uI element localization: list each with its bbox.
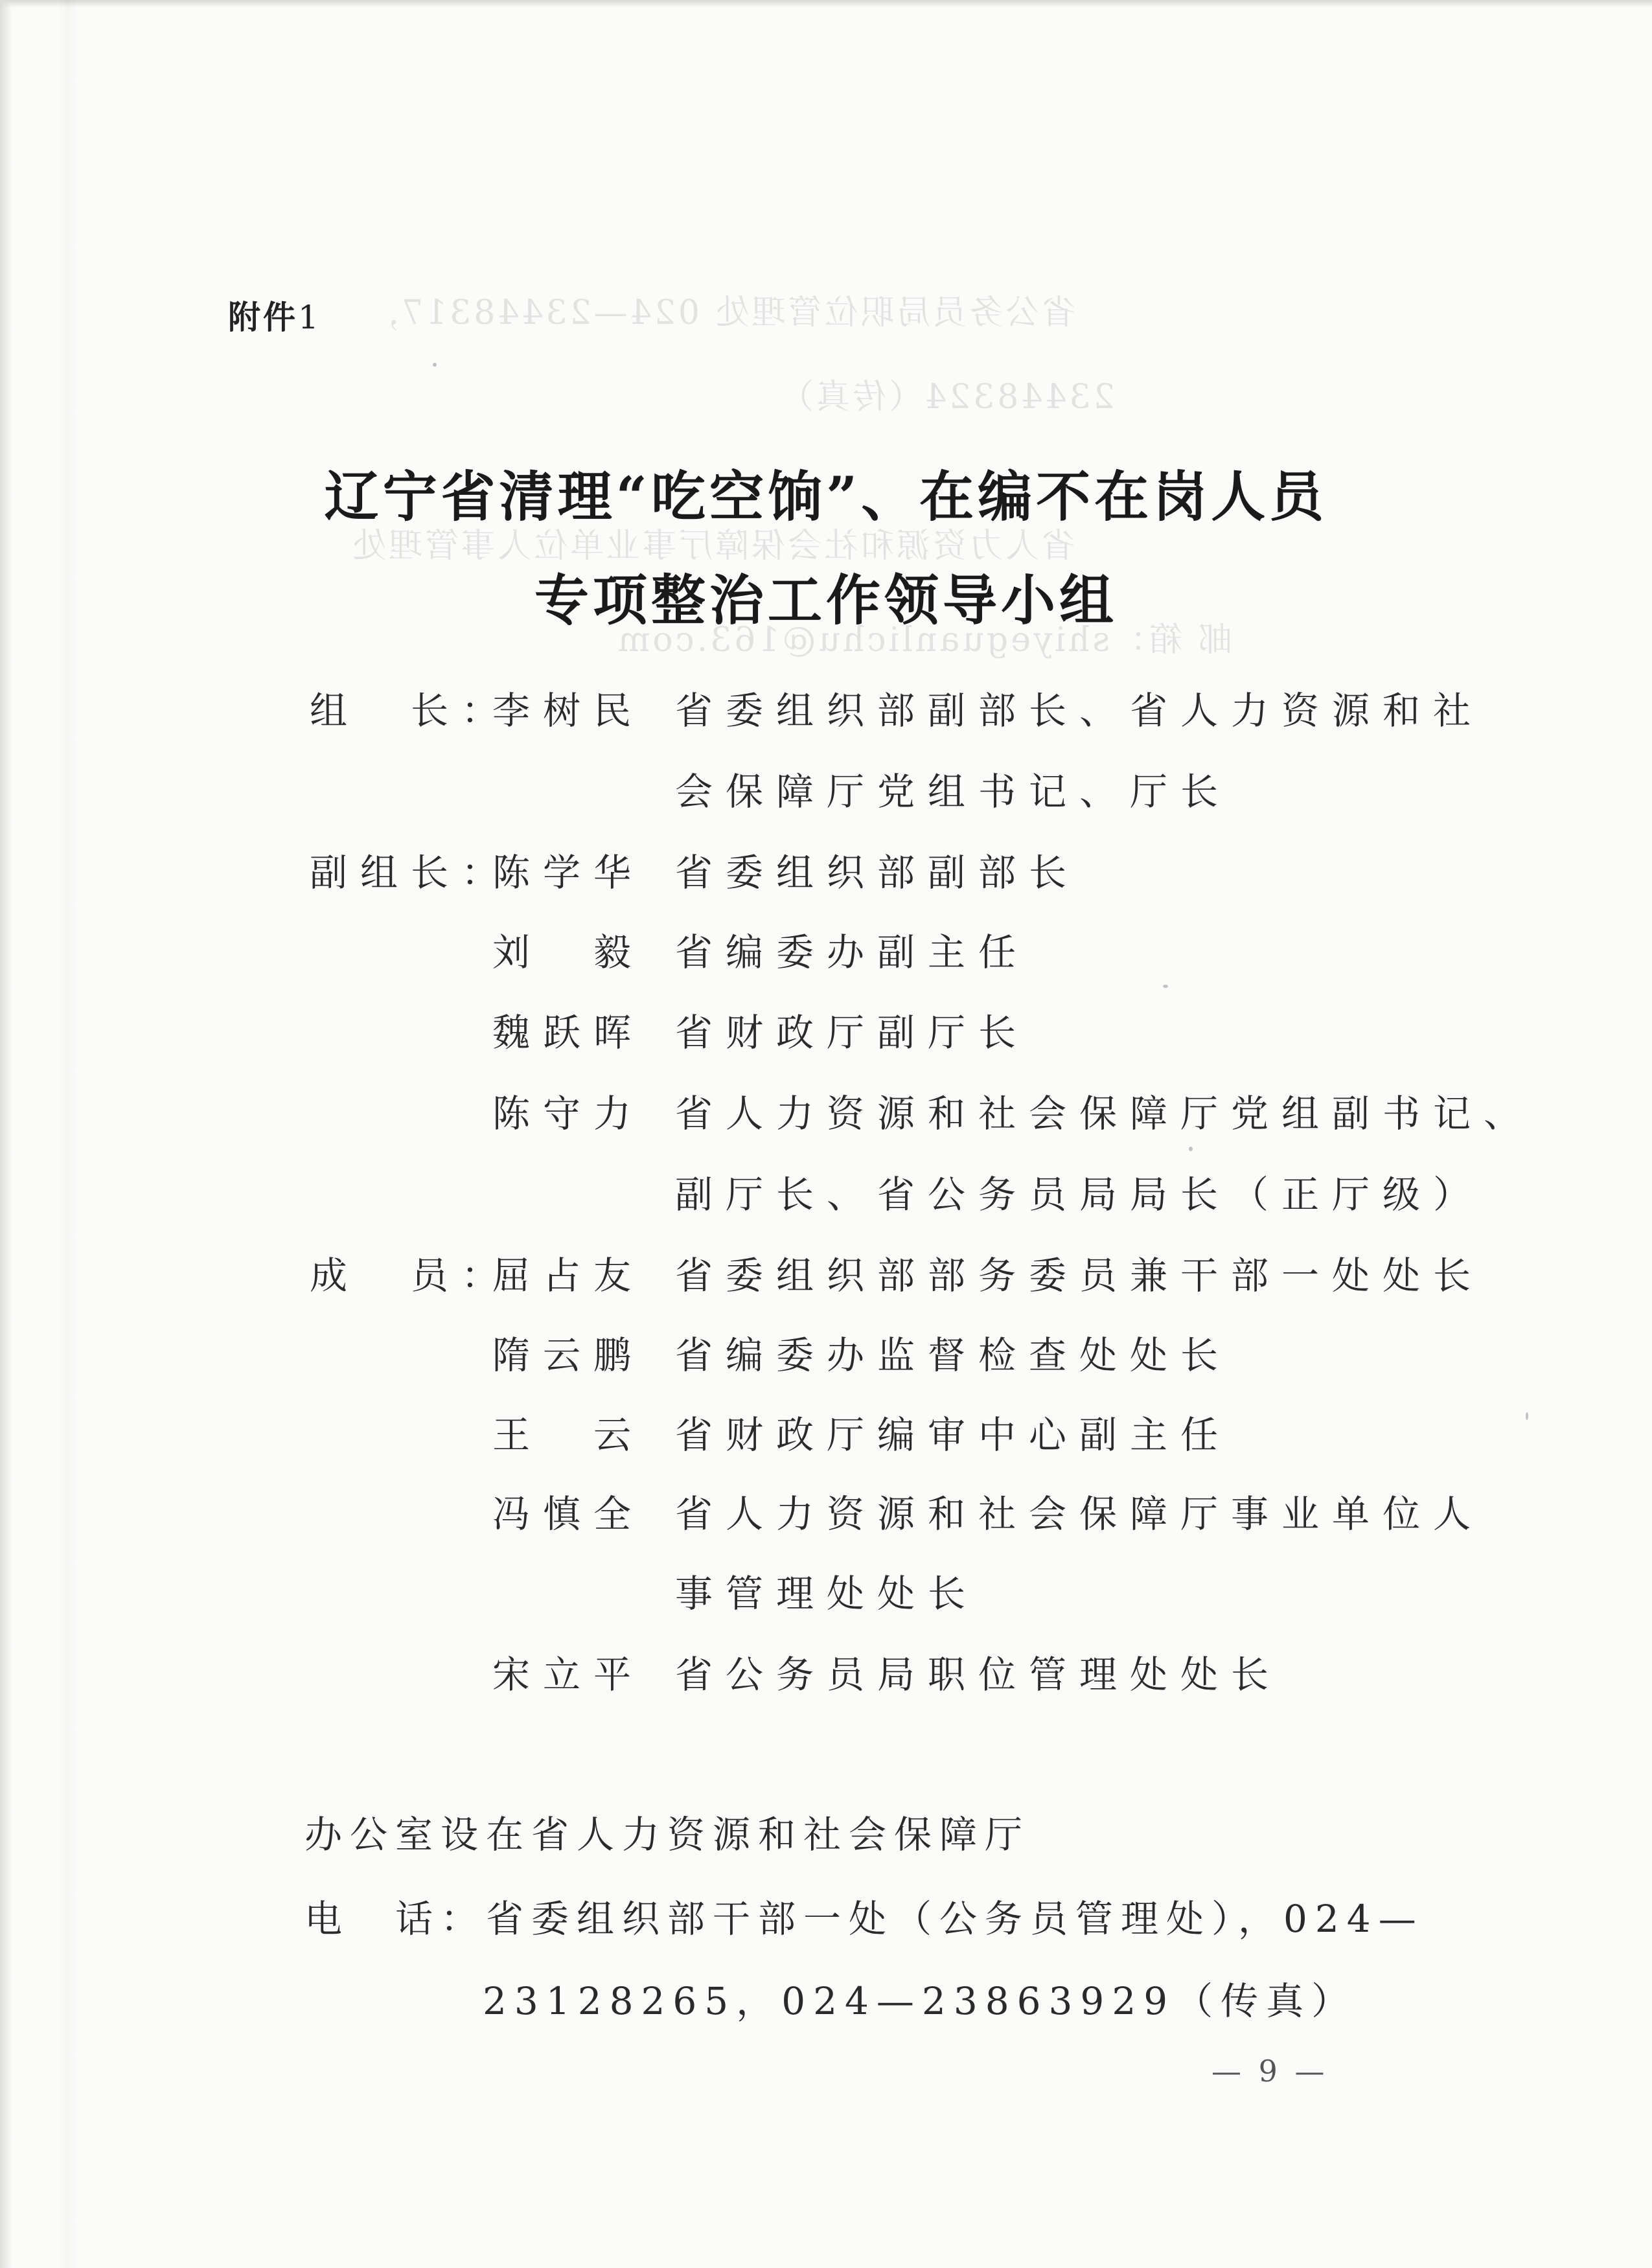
document-title-line-1: 辽宁省清理“吃空饷”、在编不在岗人员 [324,464,1328,529]
scan-speck [1163,985,1168,988]
attachment-word: 附件 [228,299,298,336]
phone-line-1: 电 话：省委组织部干部一处（公务员管理处），024— [304,1897,1424,1941]
member-title-line: 省委组织部部务委员兼干部一处处长 [675,1254,1484,1298]
member-name: 李树民 [492,689,645,733]
member-name: 王 云 [492,1413,645,1457]
member-title-line: 事管理处处长 [675,1572,979,1616]
document-title-line-2: 专项整治工作领导小组 [534,568,1118,632]
bleed-through-3: 省人力资源和社会保障厅事业单位人事管理处 [350,527,1076,566]
member-name: 陈学华 [492,851,645,895]
member-name: 陈守力 [492,1092,645,1136]
member-title-line: 省编委办副主任 [675,930,1029,974]
member-title-line: 省公务员局职位管理处处长 [675,1653,1282,1697]
member-title-line: 副厅长、省公务员局局长（正厅级） [675,1173,1484,1217]
bleed-through-1: 省公务员局职位管理处 024—23448317， [363,293,1076,332]
member-title-line: 省委组织部副部长 [675,851,1080,895]
member-name: 宋立平 [492,1653,645,1697]
scan-speck [1526,1412,1528,1420]
member-title-line: 省人力资源和社会保障厅事业单位人 [675,1492,1484,1536]
member-title-line: 省编委办监督检查处处长 [675,1333,1232,1377]
member-name: 隋云鹏 [492,1333,645,1377]
scan-speck [433,363,437,367]
scan-edge-left [0,0,12,2268]
member-name: 冯慎全 [492,1492,645,1536]
bleed-through-2: 23448324（传真） [777,378,1115,417]
member-name: 刘 毅 [492,930,645,974]
page-number: — 9 — [1211,2054,1329,2089]
phone-line-2: 23128265，024—23863929（传真） [483,1979,1357,2023]
scan-speck [1189,1147,1193,1151]
attachment-number: 1 [298,299,321,336]
member-title-line: 省财政厅编审中心副主任 [675,1413,1232,1457]
paper-fold [58,0,78,2268]
member-name: 屈占友 [492,1254,645,1298]
member-title-line: 会保障厅党组书记、厅长 [675,770,1232,814]
attachment-label [228,292,321,338]
scan-edge-top [0,0,1652,8]
member-name: 魏跃晖 [492,1011,645,1055]
member-title-line: 省委组织部副部长、省人力资源和社 [675,689,1484,733]
role-deputy-leader: 副组长： [310,851,512,895]
role-members: 成 员： [310,1254,512,1298]
member-title-line: 省财政厅副厅长 [675,1011,1029,1055]
member-title-line: 省人力资源和社会保障厅党组副书记、 [675,1092,1535,1136]
role-leader: 组 长： [310,689,512,733]
office-location: 办公室设在省人力资源和社会保障厅 [304,1813,1031,1857]
bleed-through-4: 邮 箱：shiyeguanlichu@163.com [615,621,1232,659]
